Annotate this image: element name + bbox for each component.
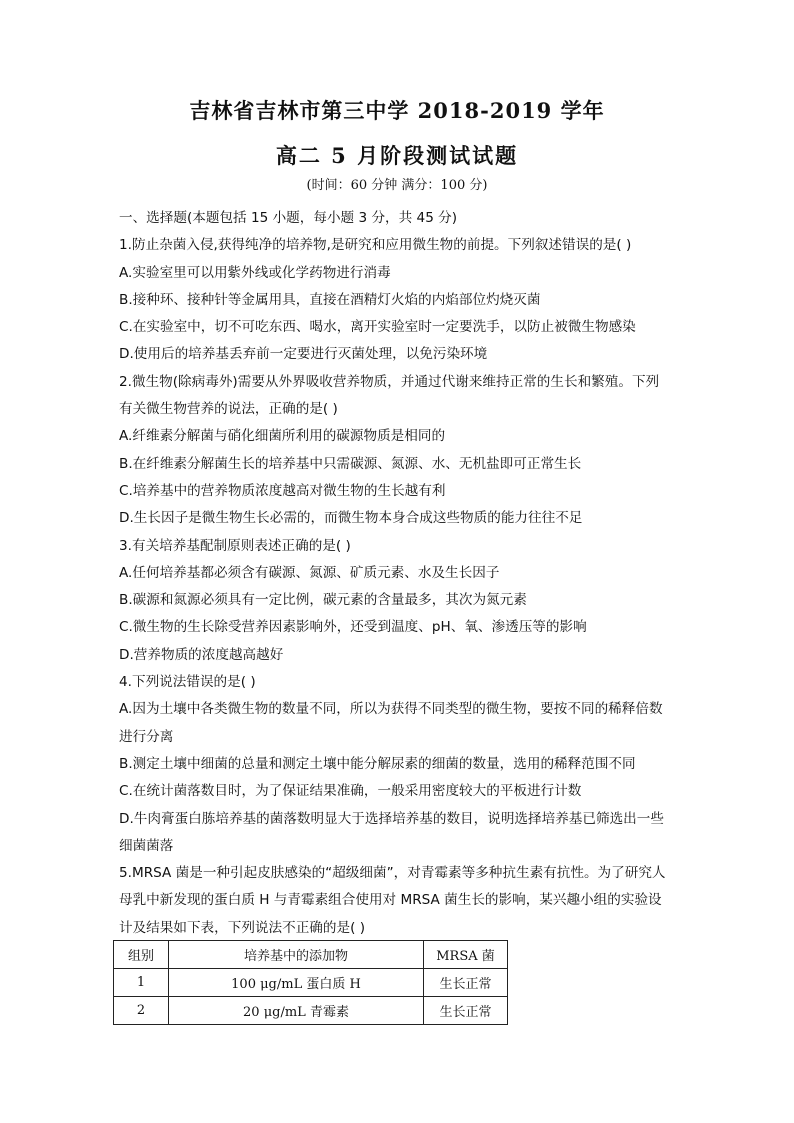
table-header-mrsa: MRSA 菌 <box>424 941 508 969</box>
experiment-table <box>113 940 508 1025</box>
table-row <box>114 969 508 997</box>
document-subtitle: 高二 5 月阶段测试试题 <box>275 143 519 168</box>
table-header-row <box>114 941 508 969</box>
question-4-option-c: C.在统计菌落数目时，为了保证结果准确，一般采用密度较大的平板进行计数 <box>119 783 582 800</box>
question-3-option-c: C.微生物的生长除受营养因素影响外，还受到温度、pH、氧、渗透压等的影响 <box>119 619 587 636</box>
question-2-option-a: A.纤维素分解菌与硝化细菌所利用的碳源物质是相同的 <box>119 428 446 445</box>
question-4-option-b: B.测定土壤中细菌的总量和测定土壤中能分解尿素的细菌的数量，选用的稀释范围不同 <box>119 755 636 772</box>
question-5-stem-line-1: 5.MRSA 菌是一种引起皮肤感染的“超级细菌”，对青霉素等多种抗生素有抗性。为了研究人 <box>119 865 666 882</box>
table-header-additive: 培养基中的添加物 <box>169 941 424 969</box>
table-cell-additive: 100 μg/mL 蛋白质 H <box>169 969 424 997</box>
question-3-option-a: A.任何培养基都必须含有碳源、氮源、矿质元素、水及生长因子 <box>119 564 500 581</box>
table-header-group: 组别 <box>114 941 169 969</box>
question-2-option-c: C.培养基中的营养物质浓度越高对微生物的生长越有利 <box>119 482 446 499</box>
question-4-stem: 4.下列说法错误的是( ) <box>119 674 256 691</box>
table-cell-group: 2 <box>114 997 169 1025</box>
table-cell-additive: 20 μg/mL 青霉素 <box>169 997 424 1025</box>
question-1-option-b: B.接种环、接种针等金属用具，直接在酒精灯火焰的内焰部位灼烧灭菌 <box>119 291 541 308</box>
question-2-stem-line-2: 有关微生物营养的说法，正确的是( ) <box>119 401 338 418</box>
question-5-stem-line-3: 计及结果如下表，下列说法不正确的是( ) <box>119 919 366 936</box>
question-3-option-b: B.碳源和氮源必须具有一定比例，碳元素的含量最多，其次为氮元素 <box>119 592 527 609</box>
question-content <box>119 205 684 942</box>
title-block <box>0 96 794 195</box>
question-1-option-c: C.在实验室中，切不可吃东西、喝水，离开实验室时一定要洗手，以防止被微生物感染 <box>119 319 636 336</box>
question-4-option-d-line-1: D.牛肉膏蛋白胨培养基的菌落数明显大于选择培养基的数目，说明选择培养基已筛选出一些 <box>119 810 664 827</box>
question-1-option-a: A.实验室里可以用紫外线或化学药物进行消毒 <box>119 264 391 281</box>
question-1-option-d: D.使用后的培养基丢弃前一定要进行灭菌处理，以免污染环境 <box>119 346 488 363</box>
table-row <box>114 997 508 1025</box>
question-2-option-b: B.在纤维素分解菌生长的培养基中只需碳源、氮源、水、无机盐即可正常生长 <box>119 455 582 472</box>
question-4-option-a-line-2: 进行分离 <box>119 728 174 745</box>
question-3-stem: 3.有关培养基配制原则表述正确的是( ) <box>119 537 351 554</box>
exam-info: (时间：60 分钟 满分：100 分) <box>306 178 488 193</box>
document-title: 吉林省吉林市第三中学 2018-2019 学年 <box>189 98 605 123</box>
table-cell-result: 生长正常 <box>424 997 508 1025</box>
section-heading: 一、选择题(本题包括 15 小题，每小题 3 分，共 45 分) <box>119 210 458 226</box>
question-1-stem: 1.防止杂菌入侵,获得纯净的培养物,是研究和应用微生物的前提。下列叙述错误的是( ) <box>119 237 632 254</box>
table-cell-result: 生长正常 <box>424 969 508 997</box>
question-4-option-a-line-1: A.因为土壤中各类微生物的数量不同，所以为获得不同类型的微生物，要按不同的稀释倍数 <box>119 701 663 718</box>
question-2-option-d: D.生长因子是微生物生长必需的，而微生物本身合成这些物质的能力往往不足 <box>119 510 583 527</box>
question-4-option-d-line-2: 细菌菌落 <box>119 837 174 854</box>
question-2-stem-line-1: 2.微生物(除病毒外)需要从外界吸收营养物质，并通过代谢来维持正常的生长和繁殖。下列 <box>119 373 660 390</box>
question-5-stem-line-2: 母乳中新发现的蛋白质 H 与青霉素组合使用对 MRSA 菌生长的影响，某兴趣小组的实验设 <box>119 892 662 909</box>
question-3-option-d: D.营养物质的浓度越高越好 <box>119 646 284 663</box>
table-cell-group: 1 <box>114 969 169 997</box>
